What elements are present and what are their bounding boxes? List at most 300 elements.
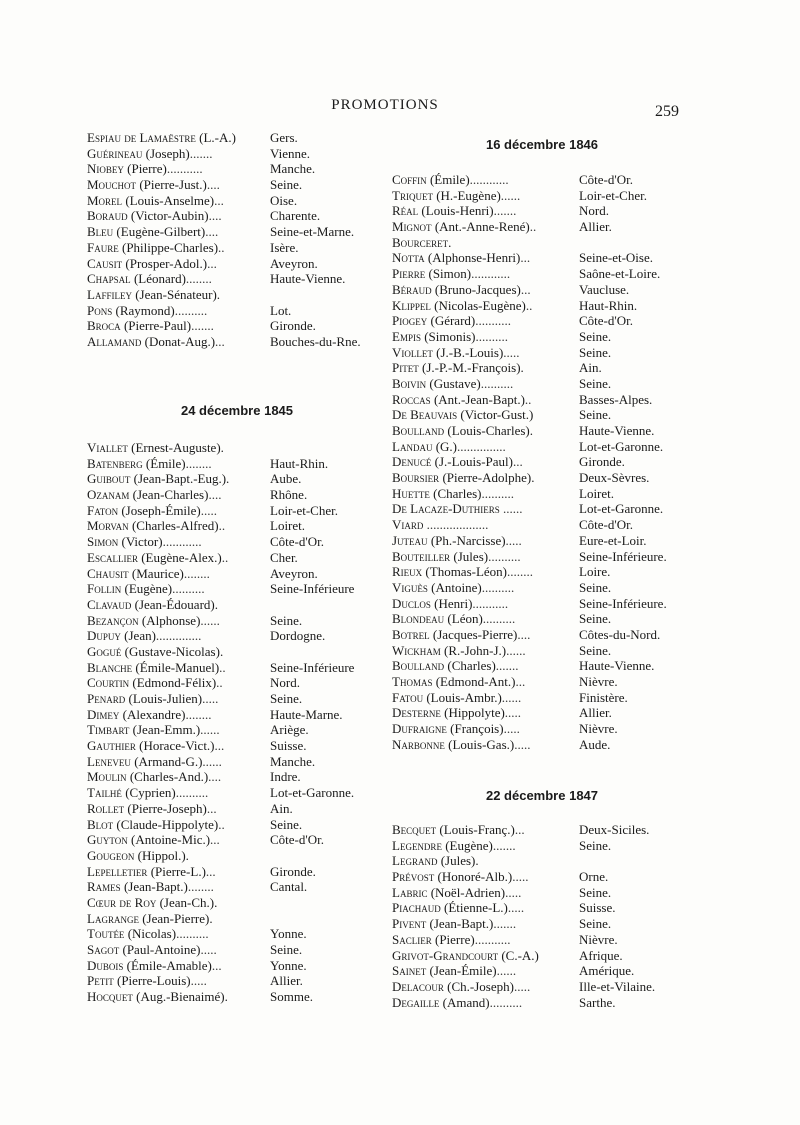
surname: Follin — [87, 581, 122, 597]
person-name — [87, 691, 218, 707]
leader-dots: ........... — [166, 161, 203, 177]
place-name: Aveyron. — [270, 565, 318, 581]
surname: Thomas — [392, 674, 433, 689]
place-name: Haute-Vienne. — [579, 423, 655, 438]
surname: Viollet — [392, 344, 433, 360]
person-name — [392, 737, 530, 753]
given-name: (Pierre-Just.) — [139, 177, 207, 193]
leader-dots: ..... — [505, 532, 522, 548]
list-item — [392, 822, 692, 838]
surname: Pivent — [392, 916, 427, 932]
person-name — [392, 439, 506, 455]
leader-dots: ................... — [426, 517, 489, 533]
place-name: Manche. — [270, 161, 316, 177]
surname: Narbonne — [392, 736, 445, 752]
surname: Rieux — [392, 564, 423, 580]
list-item — [392, 932, 692, 948]
person-name — [392, 916, 516, 932]
list-item — [392, 580, 692, 596]
person-name — [392, 345, 520, 361]
list-item — [392, 345, 692, 361]
surname: De Lacaze-Duthiers — [392, 501, 500, 517]
place-name: Côte-d'Or. — [579, 313, 633, 329]
person-name — [87, 613, 220, 629]
place-name: Côtes-du-Nord. — [579, 626, 661, 642]
list-item — [87, 224, 387, 240]
given-name: (Alphonse-Henri) — [427, 250, 521, 266]
place-name: Seine-et-Marne. — [270, 224, 355, 240]
list-item — [392, 329, 692, 345]
place-name: Allier. — [579, 219, 612, 235]
leader-dots: ............ — [471, 266, 511, 282]
place-name: Deux-Sèvres. — [579, 470, 650, 486]
given-name: (Jean-Pierre). — [142, 910, 213, 926]
place-name: Gironde. — [270, 863, 316, 879]
surname: Réal — [392, 203, 419, 219]
given-name: (François) — [450, 721, 504, 737]
place-name: Lot. — [270, 302, 292, 318]
list-item — [87, 550, 387, 566]
list-item — [392, 188, 692, 204]
given-name: (Charles) — [447, 658, 496, 674]
list-item — [87, 926, 387, 942]
list-item — [392, 611, 692, 627]
list-item — [87, 240, 387, 256]
given-name: (Jean-Édouard). — [134, 596, 218, 612]
surname: Timbart — [87, 722, 130, 738]
place-name: Ille-et-Vilaine. — [579, 978, 656, 994]
person-name — [87, 208, 222, 224]
given-name: (Joseph) — [145, 145, 190, 161]
given-name: (Victor-Aubin) — [130, 208, 209, 224]
list-item — [392, 869, 692, 885]
place-name: Haute-Marne. — [270, 706, 343, 722]
person-name — [87, 801, 217, 817]
given-name: (Louis-Henri) — [421, 203, 494, 219]
given-name: (Jean-Émile) — [429, 963, 497, 979]
list-item — [87, 660, 387, 676]
list-item — [87, 146, 387, 162]
given-name: (Bruno-Jacques) — [434, 281, 521, 297]
given-name: (Pierre-L.) — [150, 863, 206, 879]
given-name: (Nicolas) — [127, 926, 177, 942]
list-item — [87, 911, 387, 927]
section-heading-1847: 22 décembre 1847 — [485, 788, 599, 803]
surname: Courtin — [87, 675, 130, 691]
surname: Roccas — [392, 391, 431, 407]
person-name — [87, 942, 217, 958]
page-title: PROMOTIONS — [331, 97, 439, 113]
person-name — [87, 287, 220, 303]
surname: Boulland — [392, 658, 445, 674]
surname: Bleu — [87, 224, 114, 240]
person-name — [392, 329, 508, 345]
place-name: Seine. — [579, 375, 612, 391]
given-name: (Aug.-Bienaimé). — [136, 989, 228, 1005]
leader-dots: ... — [215, 333, 225, 349]
surname: Bezançon — [87, 612, 139, 628]
person-name — [87, 989, 228, 1005]
list-item — [392, 690, 692, 706]
leader-dots: ....... — [492, 837, 516, 853]
list-item — [392, 407, 692, 423]
leader-dots: ........ — [507, 564, 534, 580]
list-item — [392, 627, 692, 643]
given-name: (Victor) — [121, 534, 163, 550]
list-item — [87, 879, 387, 895]
surname: Boivin — [392, 375, 427, 391]
leader-dots: ... — [211, 957, 222, 973]
list-item — [392, 596, 692, 612]
list-item — [87, 334, 387, 350]
list-item — [392, 564, 692, 580]
place-name: Charente. — [270, 208, 321, 224]
surname: Dupuy — [87, 628, 121, 644]
surname: Triquet — [392, 187, 433, 203]
leader-dots: ... — [514, 822, 525, 837]
place-name: Côte-d'Or. — [270, 832, 324, 848]
place-name: Sarthe. — [579, 994, 616, 1010]
person-name — [87, 597, 218, 613]
given-name: (Victor-Gust.) — [460, 407, 534, 423]
person-name — [87, 911, 213, 927]
surname: Guérineau — [87, 145, 143, 161]
list-item — [87, 193, 387, 209]
leader-dots: ........... — [472, 595, 509, 611]
list-item — [392, 674, 692, 690]
person-name — [87, 864, 216, 880]
surname: Blanche — [87, 659, 133, 675]
place-name: Indre. — [270, 769, 301, 785]
surname: Lagrange — [87, 910, 139, 926]
list-item — [87, 271, 387, 287]
leader-dots: ...... — [500, 187, 521, 203]
given-name: (Jean) — [124, 628, 156, 644]
leader-dots: ........ — [185, 706, 212, 722]
surname: Gauthier — [87, 738, 136, 754]
surname: Degaille — [392, 994, 440, 1010]
list-item — [392, 948, 692, 964]
person-name — [392, 869, 528, 885]
person-name — [87, 256, 217, 272]
person-name — [392, 392, 531, 408]
place-name: Côte-d'Or. — [270, 534, 324, 550]
given-name: (Jean-Bapt.-Eug.). — [133, 471, 230, 487]
list-item — [87, 487, 387, 503]
surname: Dubois — [87, 957, 124, 973]
person-name — [87, 581, 205, 597]
place-name: Aveyron. — [270, 255, 318, 271]
place-name: Nord. — [270, 675, 300, 691]
place-name: Loiret. — [270, 518, 306, 534]
section-heading-1846: 16 décembre 1846 — [485, 137, 599, 152]
surname: Simon — [87, 534, 119, 550]
given-name: (Jean-Bapt.) — [429, 916, 494, 932]
surname: Batenberg — [87, 455, 143, 471]
list-item — [87, 707, 387, 723]
surname: Labric — [392, 884, 428, 900]
surname: Leneveu — [87, 753, 131, 769]
given-name: (Antoine) — [431, 579, 482, 595]
person-name — [87, 224, 218, 240]
person-name — [392, 822, 525, 838]
leader-dots: ..... — [514, 736, 531, 752]
list-item — [392, 549, 692, 565]
leader-dots: ..... — [200, 942, 217, 957]
leader-dots: ..... — [503, 721, 520, 737]
surname: Escallier — [87, 549, 138, 565]
surname: Viallet — [87, 440, 128, 455]
list-item — [392, 423, 692, 439]
place-name: Seine. — [270, 942, 303, 957]
surname: Sagot — [87, 942, 120, 957]
person-name — [87, 958, 222, 974]
given-name: (Noël-Adrien) — [430, 884, 506, 900]
surname: Gogué — [87, 643, 122, 659]
leader-dots: .......... — [175, 785, 209, 801]
list-item — [87, 691, 387, 707]
given-name: (Amand) — [442, 994, 490, 1010]
person-name — [87, 785, 208, 801]
person-name — [87, 769, 221, 785]
person-name — [392, 470, 535, 486]
given-name: (Simon) — [428, 266, 472, 282]
surname: Rames — [87, 879, 121, 895]
list-item — [87, 754, 387, 770]
leader-dots: ....... — [191, 318, 214, 334]
person-name — [392, 282, 531, 298]
list-item — [87, 503, 387, 519]
surname: Juteau — [392, 532, 428, 548]
given-name: (Claude-Hippolyte) — [116, 816, 219, 832]
place-name: Somme. — [270, 989, 313, 1005]
person-name — [87, 973, 207, 989]
leader-dots: ...... — [501, 689, 522, 705]
leader-dots: .......... — [488, 548, 521, 564]
leader-dots: ... — [520, 250, 531, 266]
leader-dots: ... — [205, 863, 216, 879]
leader-dots: .... — [205, 224, 219, 240]
place-name: Gers. — [270, 130, 298, 145]
left-top-list — [87, 130, 387, 350]
list-item — [87, 738, 387, 754]
person-name — [392, 900, 524, 916]
list-item — [392, 979, 692, 995]
leader-dots: .. — [221, 549, 229, 565]
given-name: (Gérard) — [430, 313, 476, 329]
surname: Chausit — [87, 565, 129, 581]
place-name: Gironde. — [579, 454, 625, 470]
given-name: (Charles-Alfred) — [131, 518, 219, 534]
person-name — [87, 146, 212, 162]
person-name — [392, 721, 520, 737]
given-name: (Émile-Amable) — [126, 957, 212, 973]
surname: Boraud — [87, 208, 128, 224]
list-item — [87, 675, 387, 691]
person-name — [87, 240, 225, 256]
list-item — [392, 250, 692, 266]
surname: Petit — [87, 973, 114, 989]
place-name: Amérique. — [579, 963, 635, 979]
list-item — [87, 440, 387, 456]
given-name: (Charles) — [433, 485, 482, 501]
given-name: (J.-B.-Louis) — [436, 344, 504, 360]
surname: Espiau de Lamaëstre — [87, 130, 196, 145]
place-name: Suisse. — [579, 900, 616, 916]
given-name: (Alexandre) — [122, 706, 186, 722]
leader-dots: ............ — [469, 172, 509, 187]
person-name — [87, 130, 236, 146]
surname: Viguès — [392, 579, 428, 595]
list-item — [392, 360, 692, 376]
leader-dots: .......... — [172, 581, 205, 597]
given-name: (Émile) — [145, 455, 186, 471]
given-name: (Étienne-L.) — [443, 900, 508, 916]
place-name: Seine. — [579, 328, 612, 344]
given-name: (Donat-Aug.) — [144, 333, 216, 349]
place-name: Seine. — [579, 344, 612, 360]
surname: Pitet — [392, 360, 419, 376]
list-item — [392, 658, 692, 674]
leader-dots: ..... — [512, 869, 529, 885]
list-item — [392, 454, 692, 470]
list-item — [392, 705, 692, 721]
leader-dots: ........ — [185, 271, 212, 287]
person-name — [392, 360, 524, 376]
given-name: (Pierre) — [434, 931, 475, 947]
list-item — [392, 963, 692, 979]
list-item — [87, 597, 387, 613]
place-name: Haut-Rhin. — [270, 455, 329, 471]
person-name — [392, 313, 511, 329]
given-name: (Ph.-Narcisse) — [430, 532, 506, 548]
list-item — [87, 208, 387, 224]
list-item — [87, 318, 387, 334]
surname: Sainet — [392, 963, 427, 979]
person-name — [87, 193, 224, 209]
person-name — [392, 486, 514, 502]
given-name: (G.) — [435, 438, 457, 454]
place-name: Yonne. — [270, 926, 307, 942]
list-item — [87, 722, 387, 738]
given-name: (Louis-Anselme) — [125, 192, 215, 208]
place-name: Vienne. — [270, 145, 311, 161]
place-name: Lot-et-Garonne. — [579, 501, 664, 517]
list-item — [87, 177, 387, 193]
list-item — [392, 900, 692, 916]
surname: Coffin — [392, 172, 427, 187]
leader-dots: .... — [208, 208, 222, 224]
given-name: (Gustave-Nicolas). — [124, 643, 224, 659]
person-name — [87, 503, 217, 519]
place-name: Seine. — [579, 611, 612, 627]
place-name: Saône-et-Loire. — [579, 266, 661, 282]
person-name — [392, 705, 521, 721]
list-item — [392, 203, 692, 219]
surname: Piachaud — [392, 900, 441, 916]
place-name: Cher. — [270, 549, 298, 565]
person-name — [87, 707, 211, 723]
given-name: (Antoine-Mic.) — [130, 832, 211, 848]
list-item — [87, 942, 387, 958]
given-name: (Eugène) — [445, 837, 493, 853]
given-name: (Joseph-Émile) — [121, 502, 201, 518]
surname: Boursier — [392, 470, 440, 486]
person-name — [87, 660, 226, 676]
given-name: (Pierre-Paul) — [123, 318, 192, 334]
place-name: Bouches-du-Rne. — [270, 333, 361, 349]
place-name: Seine. — [270, 612, 303, 628]
surname: Gougeon — [87, 847, 135, 863]
leader-dots: .......... — [176, 926, 209, 942]
given-name: (Ant.-Jean-Bapt.) — [433, 391, 525, 407]
leader-dots: ...... — [202, 753, 222, 769]
place-name: Seine. — [579, 837, 612, 853]
given-name: (Émile) — [429, 172, 470, 187]
list-item — [87, 566, 387, 582]
place-name: Haute-Vienne. — [579, 658, 655, 674]
list-item — [392, 470, 692, 486]
list-item — [87, 456, 387, 472]
given-name: (Jules). — [440, 853, 479, 869]
surname: Fatou — [392, 689, 424, 705]
place-name: Seine-Inférieure — [270, 659, 355, 675]
place-name: Rhône. — [270, 487, 308, 503]
surname: Huette — [392, 485, 430, 501]
surname: Blondeau — [392, 611, 445, 627]
list-item — [392, 219, 692, 235]
place-name: Seine. — [579, 916, 612, 932]
given-name: (Pierre-Adolphe). — [442, 470, 535, 486]
leader-dots: .............. — [155, 628, 202, 644]
place-name: Seine-Inférieure. — [579, 595, 667, 611]
place-name: Ariège. — [270, 722, 309, 738]
place-name: Ain. — [579, 360, 602, 376]
surname: Denucé — [392, 454, 432, 470]
person-name — [87, 722, 220, 738]
person-name — [392, 596, 508, 612]
person-name — [392, 219, 536, 235]
person-name — [87, 471, 229, 487]
given-name: (Pierre-Joseph) — [127, 800, 207, 816]
person-name — [87, 487, 221, 503]
list-item — [392, 439, 692, 455]
list-item — [392, 517, 692, 533]
person-name — [87, 675, 223, 691]
list-item — [392, 266, 692, 282]
given-name: (Thomas-Léon) — [425, 564, 508, 580]
surname: Wickham — [392, 642, 441, 658]
list-item — [392, 486, 692, 502]
given-name: (R.-John-J.) — [444, 642, 507, 658]
place-name: Haut-Rhin. — [579, 297, 638, 313]
leader-dots: ...... — [200, 612, 220, 628]
surname: Penard — [87, 691, 126, 706]
list-item — [392, 853, 692, 869]
list-item — [87, 785, 387, 801]
left-bottom-list — [87, 440, 387, 1005]
person-name — [87, 456, 212, 472]
place-name: Nord. — [579, 203, 609, 219]
surname: Delacour — [392, 978, 444, 994]
person-name — [392, 627, 530, 643]
place-name: Seine. — [270, 177, 303, 193]
place-name: Nièvre. — [579, 721, 618, 737]
surname: Faton — [87, 502, 119, 518]
leader-dots: ....... — [493, 916, 517, 932]
given-name: (Prosper-Adol.) — [125, 255, 208, 271]
person-name — [392, 674, 525, 690]
